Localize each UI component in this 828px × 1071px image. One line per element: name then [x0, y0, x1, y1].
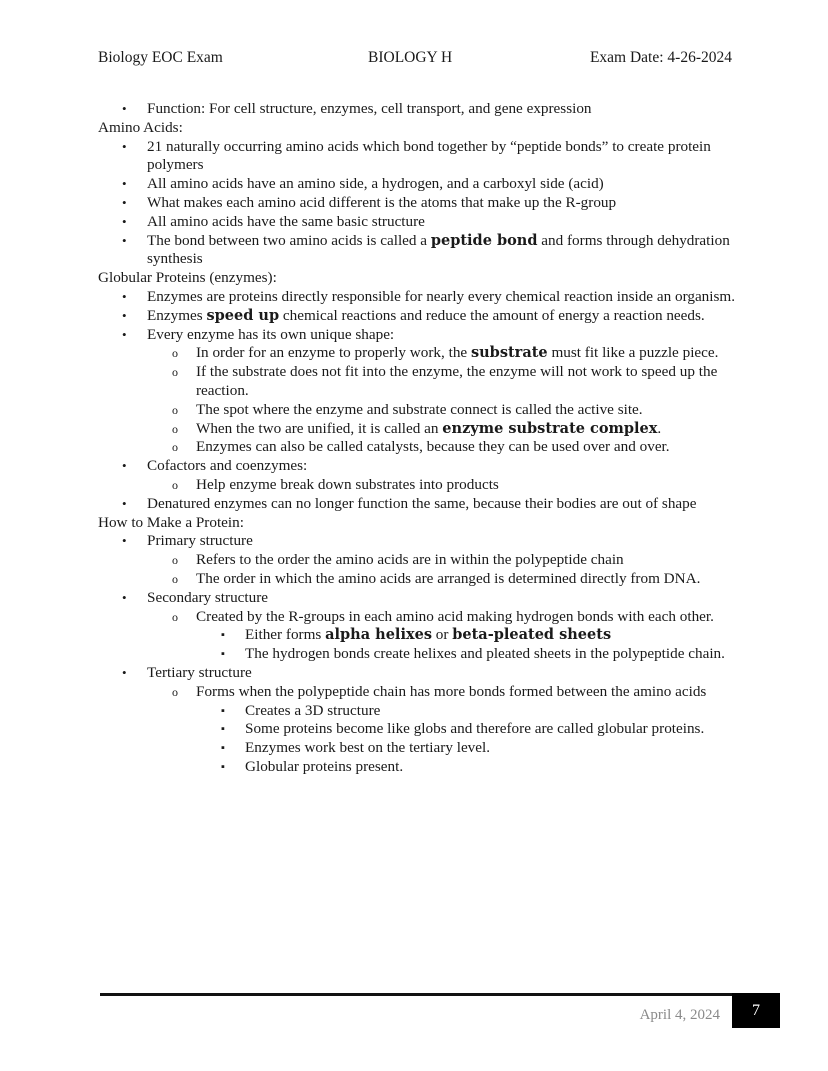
footer-date: April 4, 2024 [639, 1007, 720, 1023]
list-item: • Denatured enzymes can no longer function the same, because their bodies are out of shape [122, 494, 697, 512]
square-bullet-icon: ▪ [221, 760, 225, 773]
amino-acids-list [98, 138, 738, 270]
header-course-title: Biology EOC Exam [98, 49, 223, 66]
bullet-icon: • [122, 232, 127, 248]
list-item: • Primary structure o Refers to the order the amino acids are in within the polypeptide chain o The order in which the amino acids are arranged is determined directly from DNA. [98, 532, 738, 588]
circle-bullet-icon: o [172, 684, 178, 699]
bold-term: alpha helixes [325, 626, 432, 644]
globular-proteins-list [98, 288, 738, 514]
circle-bullet-icon: o [172, 421, 178, 436]
bullet-icon: • [122, 589, 127, 605]
bullet-icon: • [122, 326, 127, 342]
bullet-icon: • [122, 533, 127, 549]
list-item: • Enzymes are proteins directly responsible for nearly every chemical reaction inside an organism. [122, 287, 736, 305]
list-item: o When the two are unified, it is called an enzyme substrate complex. [172, 419, 662, 437]
circle-bullet-icon: o [172, 346, 178, 361]
list-item: o Forms when the polypeptide chain has more bonds formed between the amino acids ▪ Creates a 3D structure ▪ Some proteins become like globs and therefore are called globular proteins. ▪ Enzymes work best on the tertiary level. ▪ Globular proteins present. [147, 683, 738, 777]
bullet-icon: • [122, 307, 127, 323]
list-item: • Enzymes speed up chemical reactions and reduce the amount of energy a reaction needs. [122, 306, 705, 324]
header-subject: BIOLOGY H [368, 49, 453, 66]
list-item: o Help enzyme break down substrates into products [172, 475, 499, 493]
list-item: • All amino acids have an amino side, a hydrogen, and a carboxyl side (acid) [122, 175, 604, 193]
sublist [147, 551, 738, 589]
bold-term: speed up [206, 306, 280, 324]
bold-term: substrate [470, 344, 548, 362]
list-item: • The bond between two amino acids is called a peptide bond and forms through dehydration synthesis [122, 231, 730, 268]
section-heading-globular-proteins: Globular Proteins (enzymes): [98, 269, 277, 287]
sublist [196, 702, 738, 777]
bold-term: beta-pleated sheets [452, 626, 612, 644]
list-item: o If the substrate does not fit into the enzyme, the enzyme will not work to speed up the reaction. [172, 363, 718, 399]
list-item: o The spot where the enzyme and substrate connect is called the active site. [172, 400, 643, 418]
list-item: • Tertiary structure o Forms when the polypeptide chain has more bonds formed between the amino acids ▪ Creates a 3D structure ▪ Some proteins become like globs and therefore are called globular proteins. ▪ Enzymes work best on the tertiary level. ▪ Globular proteins present. [98, 664, 738, 777]
list-item: ▪ Either forms alpha helixes or beta-pleated sheets [221, 626, 612, 644]
circle-bullet-icon: o [172, 609, 178, 624]
square-bullet-icon: ▪ [221, 742, 225, 755]
bullet-icon: • [122, 101, 127, 116]
intro-list [98, 100, 738, 119]
bullet-icon: • [122, 288, 127, 304]
square-bullet-icon: ▪ [221, 648, 225, 661]
circle-bullet-icon: o [172, 571, 178, 586]
circle-bullet-icon: o [172, 402, 178, 417]
footer-divider [100, 993, 732, 996]
page-number: 7 [732, 993, 780, 1028]
list-item: ▪ Some proteins become like globs and therefore are called globular proteins. [221, 720, 705, 738]
sublist [147, 476, 738, 495]
list-item: o In order for an enzyme to properly work, the substrate must fit like a puzzle piece. [172, 344, 719, 362]
list-item: • 21 naturally occurring amino acids which bond together by “peptide bonds” to create protein polymers [122, 137, 711, 174]
sublist [147, 344, 738, 457]
bullet-icon: • [122, 458, 127, 474]
list-item: • Function: For cell structure, enzymes, cell transport, and gene expression [122, 100, 592, 117]
document-body [98, 100, 738, 777]
list-item: • All amino acids have the same basic structure [122, 212, 425, 230]
sublist [196, 626, 738, 664]
circle-bullet-icon: o [172, 553, 178, 568]
circle-bullet-icon: o [172, 477, 178, 492]
list-item: o The order in which the amino acids are arranged is determined directly from DNA. [172, 569, 701, 587]
bullet-icon: • [122, 194, 127, 210]
section-heading-make-protein: How to Make a Protein: [98, 513, 244, 531]
sublist [147, 683, 738, 777]
list-item: • Secondary structure o Created by the R-groups in each amino acid making hydrogen bonds with each other. ▪ Either forms alpha helixes or beta-pleated sheets ▪ The hydrogen bonds create helixes and pleated sheets in the polypeptide chain. [98, 589, 738, 664]
square-bullet-icon: ▪ [221, 704, 225, 717]
square-bullet-icon: ▪ [221, 629, 225, 642]
bullet-icon: • [122, 664, 127, 680]
list-item: • What makes each amino acid different is the atoms that make up the R-group [122, 193, 617, 211]
list-item: o Created by the R-groups in each amino acid making hydrogen bonds with each other. ▪ Either forms alpha helixes or beta-pleated sheets ▪ The hydrogen bonds create helixes and pleated sheets in the polypeptide chain. [147, 608, 738, 664]
circle-bullet-icon: o [172, 365, 178, 380]
bold-term: peptide bond [430, 231, 538, 249]
bold-term: enzyme substrate complex [442, 419, 658, 437]
list-item: o Enzymes can also be called catalysts, because they can be used over and over. [172, 438, 670, 456]
list-item: ▪ Creates a 3D structure [221, 701, 381, 719]
list-item: • Every enzyme has its own unique shape: o In order for an enzyme to properly work, the substrate must fit like a puzzle piece. o If the substrate does not fit into the enzyme, the enzyme will not work to speed up the reaction. o The spot where the enzyme and substrate connect is called the active site. o When the two are unified, it is called an enzyme substrate complex. o Enzymes can also be called catalysts, because they can be used over and over. [98, 326, 738, 458]
square-bullet-icon: ▪ [221, 723, 225, 736]
list-item: o Refers to the order the amino acids are in within the polypeptide chain [172, 551, 624, 569]
bullet-icon: • [122, 213, 127, 229]
bullet-icon: • [122, 138, 127, 154]
list-item: ▪ The hydrogen bonds create helixes and pleated sheets in the polypeptide chain. [221, 645, 725, 663]
circle-bullet-icon: o [172, 440, 178, 455]
bullet-icon: • [122, 495, 127, 511]
page-header [98, 49, 732, 69]
bullet-icon: • [122, 176, 127, 192]
sublist [147, 608, 738, 664]
list-item: ▪ Globular proteins present. [221, 757, 404, 775]
header-exam-date: Exam Date: 4-26-2024 [589, 49, 732, 66]
section-heading-amino-acids: Amino Acids: [98, 118, 183, 136]
make-protein-list [98, 532, 738, 776]
list-item: • Cofactors and coenzymes: o Help enzyme break down substrates into products [98, 457, 738, 495]
list-item: ▪ Enzymes work best on the tertiary level. [221, 739, 491, 757]
